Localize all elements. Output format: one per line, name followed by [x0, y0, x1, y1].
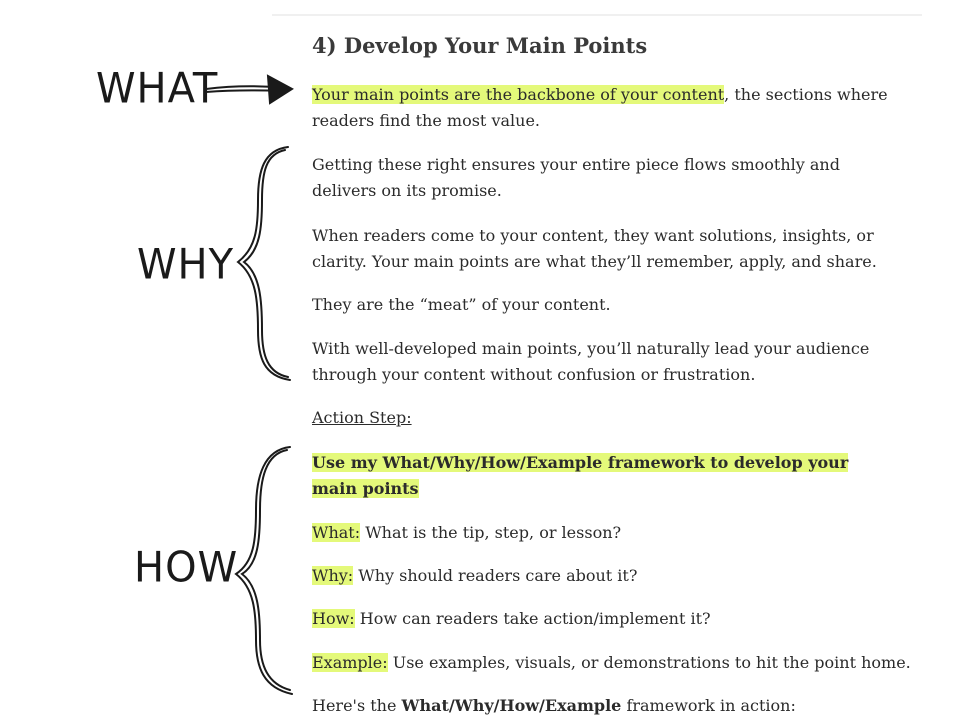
what-label: What:: [312, 523, 361, 542]
why-text: Why should readers care about it?: [353, 566, 638, 585]
paragraph-why-4: With well-developed main points, you’ll naturally lead your audience through your content without confusion or frustration.: [312, 339, 870, 384]
closing-post: framework in action:: [621, 696, 796, 715]
closing-bold: What/Why/How/Example: [401, 696, 622, 715]
arrow-right-icon: [206, 76, 292, 103]
closing-line: [312, 693, 902, 719]
action-step-highlight: [312, 450, 872, 502]
action-step-text: Action Step:: [312, 408, 412, 427]
framework-how: [312, 606, 902, 632]
framework-why: [312, 563, 902, 589]
what-text: What is the tip, step, or lesson?: [360, 523, 622, 542]
example-label: Example:: [312, 653, 388, 672]
how-text: How can readers take action/implement it?: [354, 609, 711, 628]
annotation-why: WHY: [137, 240, 235, 290]
highlighted-bold-text: Use my What/Why/How/Example framework to develop your main points: [312, 453, 849, 498]
example-text: Use examples, visuals, or demonstrations to hit the point home.: [387, 653, 911, 672]
curly-brace-icon: [236, 447, 292, 694]
closing-pre: Here's the: [312, 696, 402, 715]
paragraph-why-2: When readers come to your content, they want solutions, insights, or clarity. Your main points are what they’ll remember, apply, and share.: [312, 226, 877, 271]
action-step-label: [312, 405, 902, 431]
annotation-how: HOW: [134, 543, 239, 593]
why-label: Why:: [312, 566, 354, 585]
annotation-what: WHAT: [96, 64, 219, 114]
section-heading: 4) Develop Your Main Points: [312, 33, 648, 58]
how-label: How:: [312, 609, 355, 628]
highlighted-text: Your main points are the backbone of your content: [312, 85, 725, 104]
framework-example: [312, 650, 912, 676]
paragraph-why-1: Getting these right ensures your entire piece flows smoothly and delivers on its promise.: [312, 155, 840, 200]
curly-brace-icon: [238, 147, 290, 380]
paragraph-why-3: They are the “meat” of your content.: [312, 295, 611, 314]
paragraph-text: , the sections where readers find the most value.: [312, 85, 888, 130]
paragraph-what: [312, 82, 902, 134]
framework-what: [312, 520, 902, 546]
